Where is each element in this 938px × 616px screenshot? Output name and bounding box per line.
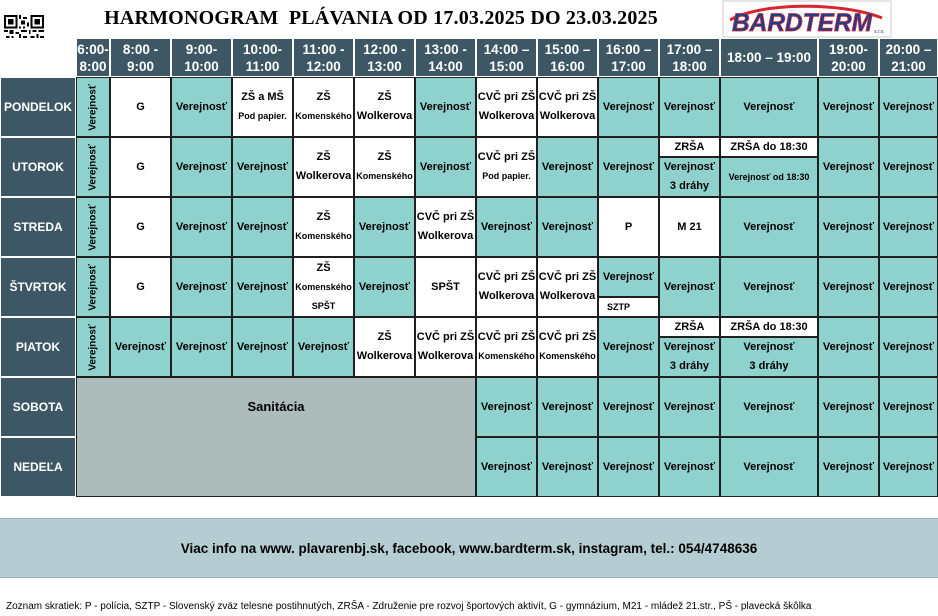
cell-text: ZRŠA (674, 321, 705, 333)
time-slot-end: 11:00 (245, 58, 280, 74)
cell-text: Verejnosť (882, 461, 935, 473)
logo-suffix: s.r.o. (874, 29, 885, 35)
cell-text: ZŠ (377, 91, 392, 103)
day-label (0, 257, 76, 317)
schedule-cell[interactable] (476, 137, 537, 197)
day-label (0, 317, 76, 377)
cell-text: Verejnosť (236, 281, 289, 293)
cell-text: Verejnosť (822, 101, 875, 113)
schedule-cell[interactable] (537, 137, 598, 197)
schedule-cell[interactable] (293, 77, 354, 137)
abbreviation-legend: Zoznam skratiek: P - polícia, SZTP - Slovenský zväz telesne postihnutých, ZRŠA - Združenie pre rozvoj športových aktivít, G - gymnázium, M21 - mládež 21.str., PŠ - plavecká škôlka (6, 601, 812, 612)
cell-text: Verejnosť (663, 461, 716, 473)
schedule-cell[interactable] (818, 137, 879, 197)
cell-text: Komenského (356, 171, 413, 181)
schedule-cell-vertical[interactable] (76, 257, 110, 317)
page-title: HARMONOGRAM PLÁVANIA OD 17.03.2025 DO 23.03.2025 (104, 7, 658, 29)
schedule-cell[interactable] (171, 77, 232, 137)
time-slot-start: 11:00 - (302, 41, 345, 57)
schedule-cell[interactable] (476, 77, 537, 137)
cell-text: Verejnosť (358, 221, 411, 233)
day-label (0, 197, 76, 257)
time-slot-end: 16:00 (550, 58, 585, 74)
schedule-cell[interactable] (293, 317, 354, 377)
day-name: SOBOTA (12, 400, 64, 414)
time-slot-header (818, 38, 879, 77)
cell-text: Komenského (478, 351, 535, 361)
cell-text: Verejnosť (114, 341, 167, 353)
time-slot-start: 9:00- (185, 41, 218, 57)
cell-text: Verejnosť (236, 221, 289, 233)
time-slot-start: 14:00 – (483, 41, 530, 57)
cell-text: G (136, 281, 145, 293)
cell-text: CVČ pri ZŠ (416, 211, 475, 223)
schedule-cell-bottom[interactable] (659, 337, 720, 377)
time-slot-start: 18:00 – 19:00 (726, 50, 812, 65)
cell-text: Komenského (295, 111, 352, 121)
time-slot-header (171, 38, 232, 77)
schedule-cell[interactable] (879, 257, 938, 317)
schedule-cell-bottom[interactable] (720, 337, 818, 377)
cell-text: Pod papier. (238, 111, 287, 121)
time-slot-header (232, 38, 293, 77)
cell-text: CVČ pri ZŠ (538, 91, 597, 103)
cell-text: Verejnosť (743, 401, 795, 413)
time-slot-start: 15:00 – (544, 41, 591, 57)
schedule-cell[interactable] (537, 317, 598, 377)
day-name: PIATOK (15, 340, 61, 354)
schedule-cell[interactable] (354, 197, 415, 257)
time-slot-end: 18:00 (672, 58, 707, 74)
time-slot-end: 12:00 (306, 58, 341, 74)
schedule-cell[interactable] (537, 257, 598, 317)
schedule-cell[interactable] (818, 257, 879, 317)
schedule-cell[interactable] (476, 377, 537, 437)
cell-text: Verejnosť (419, 161, 472, 173)
cell-text: Verejnosť (822, 221, 875, 233)
cell-text: Verejnosť (236, 341, 289, 353)
cell-text: Verejnosť (882, 221, 935, 233)
cell-text: P (624, 221, 633, 233)
time-slot-end: 13:00 (367, 58, 402, 74)
cell-text: Verejnosť od 18:30 (728, 172, 810, 182)
schedule-cell[interactable] (232, 197, 293, 257)
schedule-cell[interactable] (720, 257, 818, 317)
schedule-cell[interactable] (598, 377, 659, 437)
day-name: PONDELOK (3, 100, 72, 114)
schedule-cell[interactable] (818, 197, 879, 257)
cell-text: Verejnosť (87, 263, 99, 311)
time-slot-start: 8:00 - (122, 41, 159, 57)
cell-text: Verejnosť (541, 161, 594, 173)
schedule-cell-vertical[interactable] (76, 137, 110, 197)
cell-text: Verejnosť (882, 401, 935, 413)
cell-text: M 21 (677, 221, 702, 233)
info-banner: Viac info na www. plavarenbj.sk, facebook, www.bardterm.sk, instagram, tel.: 054/4748636 (0, 518, 938, 578)
schedule-cell[interactable] (476, 317, 537, 377)
schedule-cell[interactable] (537, 77, 598, 137)
schedule-cell[interactable] (415, 317, 476, 377)
time-slot-start: 16:00 – (605, 41, 652, 57)
time-slot-header (415, 38, 476, 77)
cell-text: Verejnosť (236, 161, 289, 173)
time-slot-header (879, 38, 938, 77)
cell-text: CVČ pri ZŠ (477, 331, 536, 343)
cell-text: Verejnosť (541, 221, 594, 233)
schedule-cell[interactable] (354, 77, 415, 137)
cell-text: Wolkerova (478, 110, 535, 122)
schedule-cell[interactable] (171, 257, 232, 317)
cell-text: CVČ pri ZŠ (538, 271, 597, 283)
schedule-cell-top[interactable] (598, 257, 659, 297)
cell-text: Verejnosť (602, 401, 655, 413)
schedule-cell[interactable] (598, 437, 659, 497)
schedule-cell[interactable] (879, 317, 938, 377)
cell-text: 3 dráhy (749, 360, 789, 372)
cell-text: Verejnosť (663, 161, 716, 173)
schedule-cell-bottom[interactable] (720, 157, 818, 197)
cell-text: Verejnosť (663, 401, 716, 413)
day-label (0, 437, 76, 497)
time-slot-header (476, 38, 537, 77)
cell-text: Komenského (295, 281, 352, 292)
schedule-cell-bottom[interactable] (659, 157, 720, 197)
logo-text: BARDTERM (732, 9, 874, 37)
cell-text: Verejnosť (602, 341, 655, 353)
schedule-cell[interactable] (659, 77, 720, 137)
cell-text: Komenského (295, 231, 352, 241)
schedule-cell[interactable] (293, 197, 354, 257)
cell-text: Verejnosť (882, 341, 935, 353)
day-label (0, 77, 76, 137)
cell-text: Verejnosť (480, 461, 533, 473)
cell-text: ZŠ a MŠ (241, 91, 284, 103)
schedule-cell[interactable] (476, 437, 537, 497)
cell-text: Verejnosť (743, 221, 795, 233)
sanitacia-block (76, 377, 476, 497)
cell-text: Verejnosť (87, 143, 99, 191)
cell-text: Verejnosť (480, 401, 533, 413)
cell-text: Verejnosť (358, 281, 411, 293)
cell-text: ZŠ (316, 211, 331, 223)
time-slot-end: 21:00 (891, 58, 926, 74)
cell-text: CVČ pri ZŠ (416, 331, 475, 343)
header-corner (0, 38, 76, 77)
schedule-cell[interactable] (659, 377, 720, 437)
cell-text: Verejnosť (602, 101, 655, 113)
cell-text: Verejnosť (175, 101, 228, 113)
cell-text: Verejnosť (602, 271, 655, 283)
time-slot-end: 10:00 (184, 58, 219, 74)
cell-text: Verejnosť (822, 281, 875, 293)
day-label (0, 377, 76, 437)
cell-text: G (136, 161, 145, 173)
cell-text: Verejnosť (541, 461, 594, 473)
schedule-cell[interactable] (720, 77, 818, 137)
cell-text: Wolkerova (478, 290, 535, 302)
cell-text: Wolkerova (356, 350, 413, 362)
cell-text: Verejnosť (297, 341, 350, 353)
time-slot-end: 17:00 (611, 58, 646, 74)
cell-text: Verejnosť (882, 161, 935, 173)
cell-text: Verejnosť (743, 281, 795, 293)
cell-text: Verejnosť (602, 161, 655, 173)
cell-text: Pod papier. (482, 171, 531, 181)
time-slot-header (537, 38, 598, 77)
cell-text: G (136, 101, 145, 113)
cell-text: SZTP (607, 302, 631, 312)
schedule-cell[interactable] (232, 77, 293, 137)
schedule-cell[interactable] (171, 317, 232, 377)
cell-text: ZŠ (316, 151, 331, 163)
cell-text: Verejnosť (822, 341, 875, 353)
schedule-cell[interactable] (537, 437, 598, 497)
cell-text: Verejnosť (663, 101, 716, 113)
cell-text: Verejnosť (541, 401, 594, 413)
schedule-cell[interactable] (171, 197, 232, 257)
day-name: NEDEĽA (13, 460, 63, 474)
cell-text: CVČ pri ZŠ (477, 91, 536, 103)
schedule-cell[interactable] (720, 197, 818, 257)
cell-text: 3 dráhy (669, 360, 710, 372)
schedule-cell[interactable] (818, 77, 879, 137)
time-slot-header (110, 38, 171, 77)
schedule-cell[interactable] (818, 437, 879, 497)
cell-text: CVČ pri ZŠ (477, 271, 536, 283)
time-slot-start: 12:00 - (363, 41, 406, 57)
schedule-cell[interactable] (818, 377, 879, 437)
cell-text: Wolkerova (539, 290, 596, 302)
schedule-cell[interactable] (110, 77, 171, 137)
cell-text: Verejnosť (822, 161, 875, 173)
day-name: UTOROK (12, 160, 64, 174)
time-slot-start: 10:00- (242, 41, 283, 57)
schedule-cell-vertical[interactable] (76, 317, 110, 377)
sanitacia-label: Sanitácia (247, 399, 305, 414)
cell-text: Verejnosť (882, 101, 935, 113)
cell-text: Verejnosť (419, 101, 472, 113)
time-slot-start: 17:00 – (666, 41, 713, 57)
schedule-cell[interactable] (110, 197, 171, 257)
cell-text: ZŠ (377, 151, 392, 163)
schedule-cell[interactable] (879, 137, 938, 197)
time-slot-header (720, 38, 818, 77)
schedule-cell[interactable] (354, 317, 415, 377)
schedule-cell[interactable] (354, 137, 415, 197)
schedule-cell[interactable] (537, 377, 598, 437)
cell-text: Wolkerova (417, 350, 474, 362)
cell-text: Verejnosť (822, 401, 875, 413)
day-name: STREDA (13, 220, 63, 234)
schedule-cell[interactable] (415, 137, 476, 197)
cell-text: Verejnosť (87, 203, 99, 251)
cell-text: Wolkerova (356, 110, 413, 122)
cell-text: CVČ pri ZŠ (477, 151, 536, 163)
cell-text: Verejnosť (822, 461, 875, 473)
time-slot-header (659, 38, 720, 77)
time-slot-end: 20:00 (831, 58, 866, 74)
schedule-cell[interactable] (110, 317, 171, 377)
cell-text: Verejnosť (175, 221, 228, 233)
cell-text: Wolkerova (539, 110, 596, 122)
schedule-cell[interactable] (598, 137, 659, 197)
schedule-cell[interactable] (598, 317, 659, 377)
schedule-cell[interactable] (659, 257, 720, 317)
schedule-cell[interactable] (171, 137, 232, 197)
cell-text: SPŠT (311, 300, 336, 311)
schedule-cell[interactable] (293, 257, 354, 317)
schedule-cell-bottom[interactable] (598, 297, 659, 317)
schedule-cell[interactable] (720, 437, 818, 497)
schedule-cell-top[interactable] (659, 317, 720, 337)
time-slot-end: 14:00 (428, 58, 463, 74)
cell-text: Verejnosť (175, 341, 228, 353)
cell-text: Verejnosť (882, 281, 935, 293)
cell-text: CVČ pri ZŠ (538, 331, 597, 343)
schedule-cell-top[interactable] (720, 317, 818, 337)
cell-text: Verejnosť (480, 221, 533, 233)
cell-text: Verejnosť (743, 101, 795, 113)
schedule-cell[interactable] (415, 197, 476, 257)
cell-text: Wolkerova (417, 230, 474, 242)
schedule-cell[interactable] (415, 77, 476, 137)
schedule-cell[interactable] (415, 257, 476, 317)
cell-text: Verejnosť (602, 461, 655, 473)
time-slot-header (76, 38, 110, 77)
cell-text: Wolkerova (295, 170, 352, 182)
schedule-cell[interactable] (818, 317, 879, 377)
time-slot-start: 13:00 - (424, 41, 467, 57)
cell-text: ZŠ (377, 331, 392, 343)
schedule-cell[interactable] (598, 77, 659, 137)
time-slot-end: 8:00 (79, 58, 107, 74)
cell-text: Verejnosť (663, 281, 716, 293)
cell-text: ZRŠA do 18:30 (730, 141, 808, 153)
cell-text: 3 dráhy (669, 180, 710, 192)
schedule-cell-vertical[interactable] (76, 77, 110, 137)
cell-text: Komenského (539, 351, 596, 361)
cell-text: Verejnosť (87, 83, 99, 131)
cell-text: Verejnosť (175, 281, 228, 293)
schedule-cell[interactable] (879, 437, 938, 497)
schedule-cell[interactable] (879, 77, 938, 137)
schedule-cell[interactable] (476, 257, 537, 317)
schedule-cell-top[interactable] (659, 137, 720, 157)
schedule-cell[interactable] (879, 197, 938, 257)
time-slot-header (354, 38, 415, 77)
schedule-cell[interactable] (537, 197, 598, 257)
time-slot-start: 19:00- (828, 41, 869, 57)
day-name: ŠTVRTOK (9, 280, 67, 294)
cell-text: Verejnosť (175, 161, 228, 173)
schedule-cell[interactable] (232, 317, 293, 377)
time-slot-header (293, 38, 354, 77)
schedule-cell-vertical[interactable] (76, 197, 110, 257)
schedule-cell-top[interactable] (720, 137, 818, 157)
time-slot-end: 9:00 (126, 58, 155, 74)
cell-text: ZŠ (316, 261, 331, 274)
time-slot-header (598, 38, 659, 77)
schedule-cell[interactable] (110, 137, 171, 197)
cell-text: SPŠT (431, 281, 460, 293)
cell-text: G (136, 221, 145, 233)
schedule-cell[interactable] (476, 197, 537, 257)
schedule-cell[interactable] (720, 377, 818, 437)
cell-text: ZRŠA do 18:30 (730, 321, 808, 333)
schedule-cell[interactable] (659, 197, 720, 257)
schedule-cell[interactable] (659, 437, 720, 497)
schedule-cell[interactable] (232, 257, 293, 317)
cell-text: ZRŠA (674, 141, 705, 153)
schedule-cell[interactable] (879, 377, 938, 437)
cell-text: Verejnosť (87, 323, 99, 371)
cell-text: Verejnosť (743, 461, 795, 473)
schedule-cell[interactable] (232, 137, 293, 197)
schedule-cell[interactable] (110, 257, 171, 317)
cell-text: Verejnosť (663, 341, 716, 353)
cell-text: Verejnosť (743, 341, 795, 353)
day-label (0, 137, 76, 197)
time-slot-start: 20:00 – (885, 41, 932, 57)
cell-text: ZŠ (316, 91, 331, 103)
time-slot-end: 15:00 (489, 58, 524, 74)
time-slot-start: 6:00- (77, 41, 109, 57)
schedule-cell[interactable] (598, 197, 659, 257)
schedule-cell[interactable] (354, 257, 415, 317)
schedule-cell[interactable] (293, 137, 354, 197)
